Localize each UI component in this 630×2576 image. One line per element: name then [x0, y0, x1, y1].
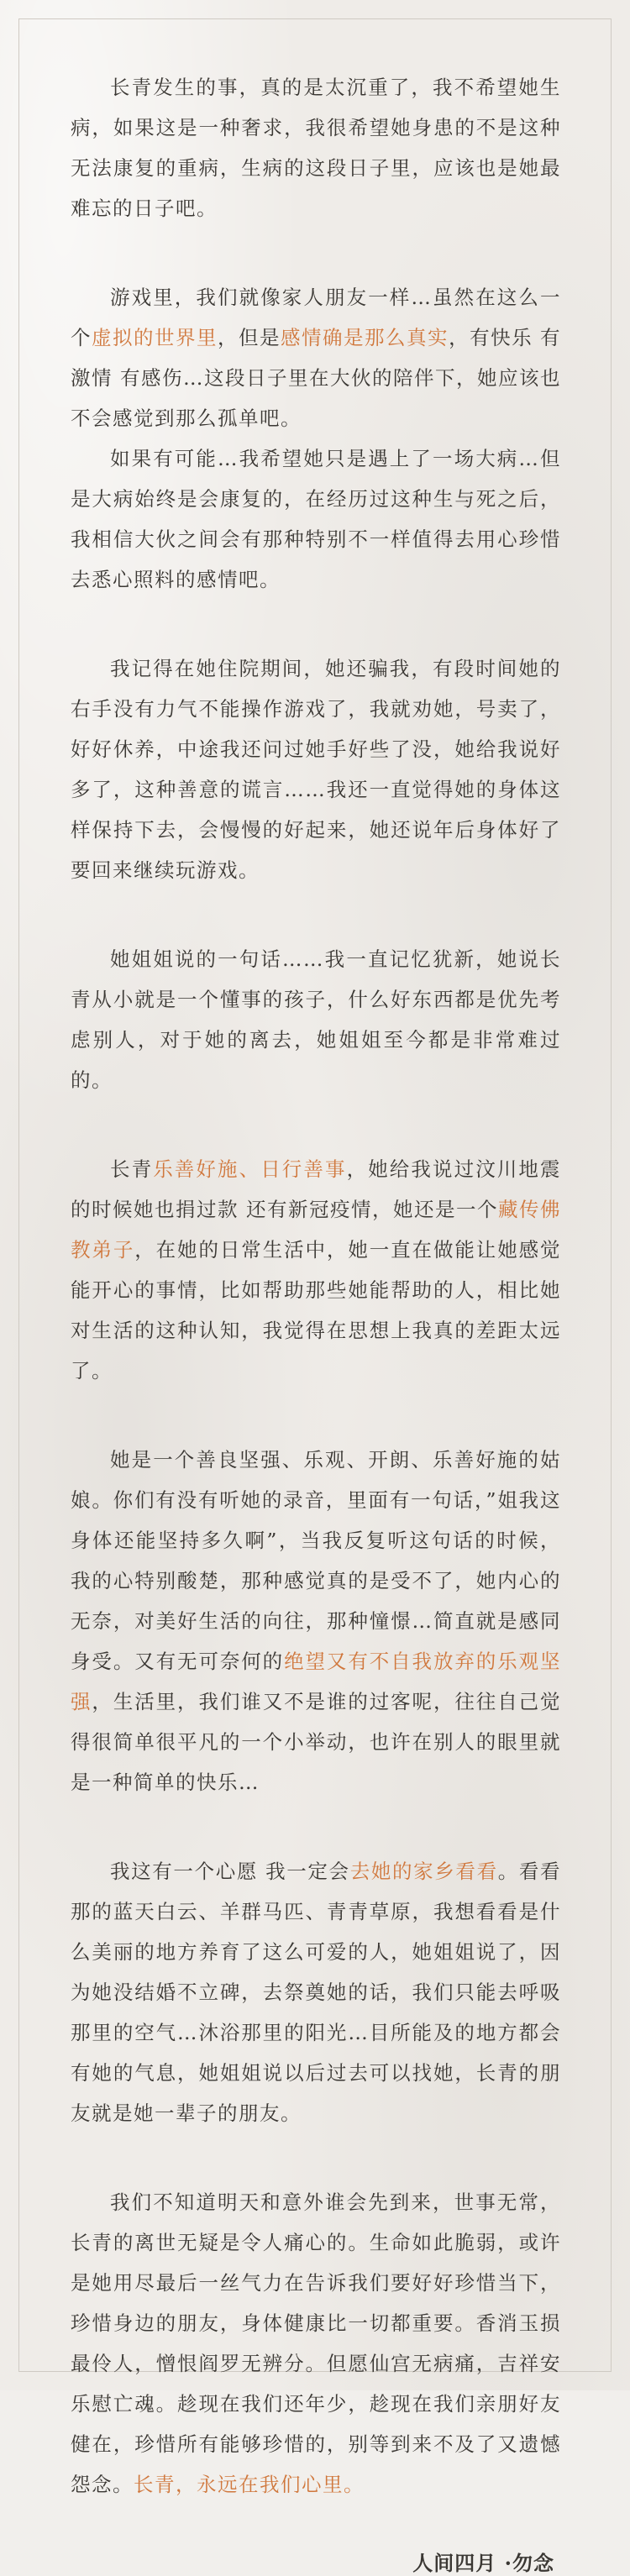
highlight-text: 感情确是那么真实	[281, 326, 449, 349]
paragraph-6	[71, 1149, 561, 1391]
body-text: 。看看那的蓝天白云、羊群马匹、青青草原，我想看看是什么美丽的地方养育了这么可爱的人，她姐姐说了，因为她没结婚不立碑，去祭奠她的话，我们只能去呼吸那里的空气…沐浴那里的阳光…目所能及的地方都会有她的气息，她姐姐说以后过去可以找她，长青的朋友就是她一辈子的朋友。	[71, 1860, 562, 2125]
highlight-text: 虚拟的世界里	[92, 326, 218, 349]
body-text: 长青	[110, 1157, 154, 1181]
body-text: 我这有一个心愿 我一定会	[110, 1860, 350, 1883]
body-text: ，有快乐 有激情 有感伤…这段日子里在大伙的陪伴下，她应该也不会感觉到那么孤单吧。	[71, 326, 562, 430]
body-text: ，在她的日常生活中，她一直在做能让她感觉能开心的事情，比如帮助那些她能帮助的人，相比她对生活的这种认知，我觉得在思想上我真的差距太远了。	[71, 1238, 562, 1382]
body-text: ，她给我说过汶川地震的时候她也捐过款 还有新冠疫情，她还是一个	[71, 1157, 562, 1221]
paragraph-9	[71, 2182, 561, 2505]
body-text: 我们不知道明天和意外谁会先到来，世事无常，长青的离世无疑是令人痛心的。生命如此脆弱，或许是她用尽最后一丝气力在告诉我们要好好珍惜当下，珍惜身边的朋友，身体健康比一切都重要。香消玉损最伶人，憎恨阎罗无辨分。但愿仙宫无病痛，吉祥安乐慰亡魂。趁现在我们还年少，趁现在我们亲朋好友健在，珍惜所有能够珍惜的，别等到来不及了又遗憾怨念。	[71, 2190, 561, 2496]
paragraph-5	[71, 939, 561, 1100]
body-text: ，生活里，我们谁又不是谁的过客呢，往往自己觉得很简单很平凡的一个小举动，也许在别人的眼里就是一种简单的快乐…	[71, 1690, 562, 1794]
body-text: 游戏里，我们就像家人朋友一样…虽然在这么一个	[71, 286, 561, 349]
highlight-text: 长青，永远在我们心里。	[134, 2473, 365, 2496]
body-text: ，但是	[218, 326, 281, 349]
body-text: 我记得在她住院期间，她还骗我，有段时间她的右手没有力气不能操作游戏了，我就劝她，号卖了，好好休养，中途我还问过她手好些了没，她给我说好多了，这种善意的谎言……我还一直觉得她的身体这样保持下去，会慢慢的好起来，她还说年后身体好了要回来继续玩游戏。	[71, 657, 561, 882]
highlight-text: 藏传佛教弟子	[71, 1198, 561, 1262]
paragraph-8	[71, 1851, 561, 2133]
body-text: 如果有可能…我希望她只是遇上了一场大病…但是大病始终是会康复的，在经历过这种生与死之后，我相信大伙之间会有那种特别不一样值得去用心珍惜去悉心照料的感情吧。	[71, 447, 561, 591]
paragraph-4	[71, 648, 561, 890]
signature: 人间四月 ·勿念	[412, 2551, 554, 2575]
body-text: 她是一个善良坚强、乐观、开朗、乐善好施的姑娘。你们有没有听她的录音，里面有一句话，”姐我这身体还能坚持多久啊”，当我反复听这句话的时候，我的心特别酸楚，那种感觉真的是受不了，她内心的无奈，对美好生活的向往，那种憧憬…简直就是感同身受。又有无可奈何的	[71, 1448, 561, 1673]
paragraph-3	[71, 438, 561, 600]
article-body	[18, 18, 612, 2576]
body-text: 她姐姐说的一句话……我一直记忆犹新，她说长青从小就是一个懂事的孩子，什么好东西都是优先考虑别人，对于她的离去，她姐姐至今都是非常难过的。	[71, 947, 561, 1092]
paragraph-2	[71, 277, 561, 438]
highlight-text: 绝望又有不自我放弃的乐观坚强	[71, 1650, 562, 1713]
highlight-text: 乐善好施、日行善事	[153, 1157, 347, 1181]
paragraph-7	[71, 1440, 561, 1802]
paragraph-1	[71, 67, 561, 228]
highlight-text: 去她的家乡看看	[349, 1860, 498, 1883]
body-text: 长青发生的事，真的是太沉重了，我不希望她生病，如果这是一种奢求，我很希望她身患的不是这种无法康复的重病，生病的这段日子里，应该也是她最难忘的日子吧。	[71, 76, 561, 220]
